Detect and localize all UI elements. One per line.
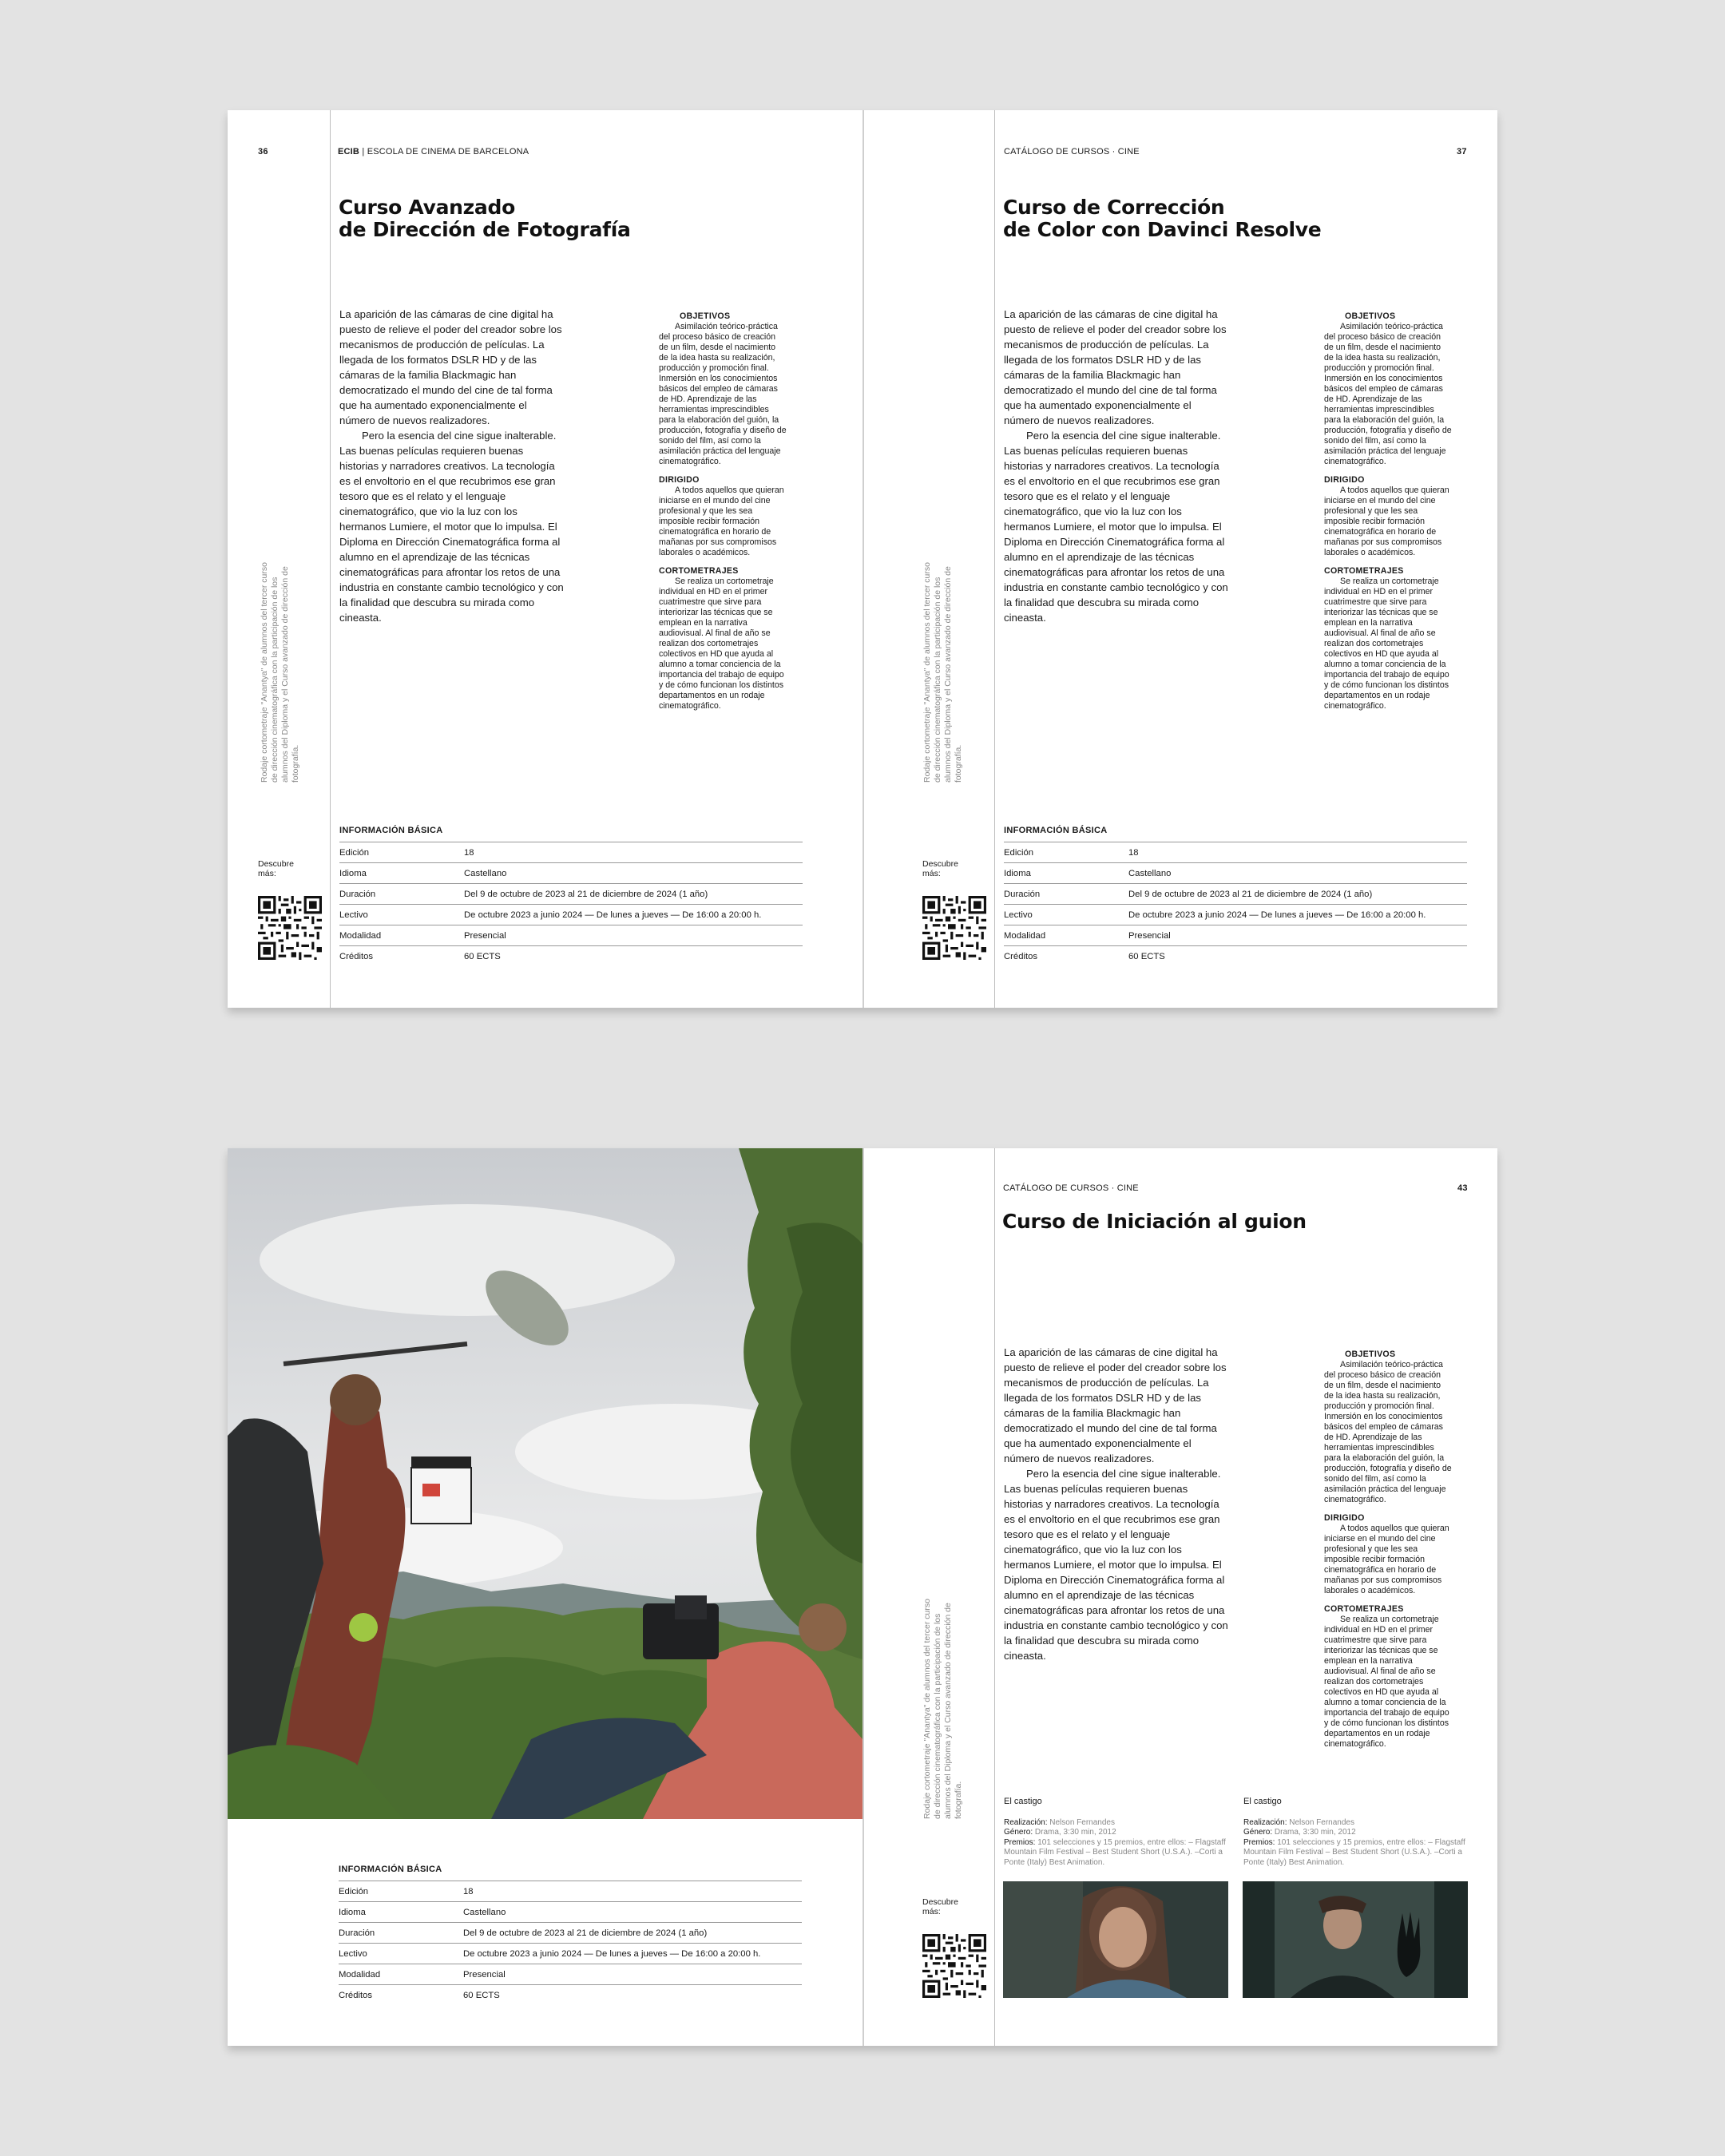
info-key: Modalidad: [339, 1969, 381, 1980]
photo-caption: Rodaje cortometraje "Anantya" de alumnos del tercer curso de dirección cinematográfica con la participación de los alumnos del Diploma y el Curso avanzado de dirección de fotografía.: [922, 1599, 963, 1819]
info-table: [339, 1881, 802, 2006]
info-row: [339, 905, 803, 925]
dirigido-text: A todos aquellos que quieran iniciarse en el mundo del cine profesional y que les sea imposible recibir formación cinematográfica en horario de mañanas por sus compromisos laborales o académicos.: [659, 485, 784, 557]
dirigido-heading: DIRIGIDO: [659, 475, 700, 485]
film-genre: [1243, 1828, 1469, 1838]
title-line-2: de Color con Davinci Resolve: [1003, 218, 1322, 241]
objetivos-text: Asimilación teórico-práctica del proceso básico de creación de un film, desde el nacimiento de la idea hasta su realización, producción y promoción final. Inmersión en los conocimientos básicos del empleo de cámaras de HD. Aprendizaje de las herramientas imprescindibles para la elaboración del guión, la producción, fotografía y diseño de sonido del film, así como la asimilación práctica del lenguaje cinematográfico.: [1324, 1360, 1452, 1504]
film-director-value: Nelson Fernandes: [1049, 1817, 1115, 1827]
info-value: 18: [1128, 847, 1139, 858]
info-value: Presencial: [1128, 930, 1171, 941]
title-line-1: Curso de Corrección: [1003, 196, 1225, 219]
body-paragraph-1: La aparición de las cámaras de cine digital ha puesto de relieve el poder del creador sobre los mecanismos de producción de películas. La llegada de los formatos DSLR HD y de las cámaras de la familia Blackmagic han democratizado el mundo del cine de tal forma que ha aumentado exponencialmente el número de nuevos realizadores.: [1004, 1346, 1227, 1464]
page-37: [862, 110, 1497, 1008]
cortometrajes-heading: CORTOMETRAJES: [1324, 1604, 1404, 1614]
spine: [862, 110, 864, 1008]
info-value: Del 9 de octubre de 2023 al 21 de diciembre de 2024 (1 año): [463, 1928, 708, 1938]
info-row: [339, 842, 803, 863]
body-paragraph-2: Pero la esencia del cine sigue inalterable. Las buenas películas requieren buenas historias y narradores creativos. La tecnología es el envoltorio en el que recubrimos ese gran tesoro que es el relato y el lenguaje cinematográfico, que vio la luz con los hermanos Lumiere, el motor que lo impulsa. El Diploma en Dirección Cinematográfica forma al alumno en el aprendizaje de las técnicas cinematográficas para afrontar los retos de una industria en constante cambio tecnológico y con la finalidad que descubra su mirada como cineasta.: [1004, 1468, 1228, 1662]
photo-caption: Rodaje cortometraje "Anantya" de alumnos del tercer curso de dirección cinematográfica con la participación de los alumnos del Diploma y el Curso avanzado de dirección de fotografía.: [922, 562, 963, 783]
info-key: Lectivo: [1004, 910, 1033, 920]
header-separator: |: [362, 147, 365, 157]
film-set-photo: [228, 1148, 862, 1819]
info-row: [1004, 925, 1467, 946]
objetivos-heading: OBJETIVOS: [1345, 1349, 1396, 1359]
info-key: Créditos: [339, 952, 374, 961]
dirigido-text: A todos aquellos que quieran iniciarse en el mundo del cine profesional y que les sea imposible recibir formación cinematográfica en horario de mañanas por sus compromisos laborales o académicos.: [1324, 1524, 1449, 1595]
course-details: [659, 311, 787, 711]
info-row: [339, 1923, 802, 1944]
film-genre-value: Drama, 3:30 min, 2012: [1034, 1828, 1116, 1837]
descubre-label: Descubre más:: [258, 859, 294, 878]
column-rule: [994, 1148, 995, 2046]
page-title: Curso de Iniciación al guion: [1002, 1210, 1307, 1233]
page-number: 36: [258, 147, 268, 157]
page-photo: [228, 1148, 862, 2046]
info-key: Créditos: [339, 1991, 373, 2000]
qr-code-icon[interactable]: [922, 896, 986, 960]
info-row: [339, 1902, 802, 1923]
film-genre: [1004, 1828, 1229, 1838]
info-value: De octubre 2023 a junio 2024 — De lunes a jueves — De 16:00 a 20:00 h.: [463, 1948, 761, 1959]
page-43: [862, 1148, 1497, 2046]
info-key: Duración: [1004, 889, 1041, 899]
info-key: Lectivo: [339, 910, 368, 920]
info-value: Presencial: [464, 930, 506, 941]
column-rule: [994, 110, 995, 1008]
info-key: Idioma: [1004, 868, 1031, 878]
info-row: [1004, 946, 1467, 967]
info-key: Modalidad: [339, 930, 382, 941]
spine: [862, 1148, 864, 2046]
info-row: [1004, 884, 1467, 905]
info-key: Duración: [339, 1928, 375, 1938]
dirigido-text: A todos aquellos que quieran iniciarse en el mundo del cine profesional y que les sea imposible recibir formación cinematográfica en horario de mañanas por sus compromisos laborales o académicos.: [1324, 485, 1449, 557]
info-heading: INFORMACIÓN BÁSICA: [1004, 826, 1108, 835]
film-director: [1004, 1818, 1229, 1829]
film-still-man: [1243, 1881, 1468, 1998]
info-key: Créditos: [1004, 952, 1038, 961]
film-entry: [1243, 1797, 1469, 1868]
info-heading: INFORMACIÓN BÁSICA: [339, 826, 443, 835]
body-text: [1004, 307, 1229, 625]
info-row: [339, 1881, 802, 1902]
info-value: Castellano: [464, 868, 507, 878]
info-value: 60 ECTS: [1128, 952, 1165, 961]
info-key: Edición: [339, 1886, 369, 1896]
info-row: [339, 1964, 802, 1985]
info-row: [339, 925, 803, 946]
course-details: [1324, 1349, 1452, 1750]
course-details: [1324, 311, 1452, 711]
info-heading: INFORMACIÓN BÁSICA: [339, 1865, 442, 1874]
info-row: [1004, 863, 1467, 884]
info-table: [339, 842, 803, 967]
film-title: El castigo: [1004, 1797, 1042, 1806]
header-brand: ECIB: [338, 147, 360, 157]
film-director-value: Nelson Fernandes: [1289, 1817, 1354, 1827]
qr-code-icon[interactable]: [922, 1934, 986, 1998]
cortometrajes-heading: CORTOMETRAJES: [659, 566, 739, 576]
film-awards-label: Premios:: [1004, 1837, 1036, 1847]
film-genre-label: Género:: [1243, 1828, 1273, 1837]
film-awards-value: 101 selecciones y 15 premios, entre ellos: – Flagstaff Mountain Film Festival – Best Student Short (U.S.A.). –Corti a Ponte (Italy) Best Animation.: [1243, 1837, 1465, 1867]
info-row: [339, 1985, 802, 2006]
descubre-label: Descubre más:: [922, 859, 958, 878]
info-key: Modalidad: [1004, 930, 1046, 941]
film-director-label: Realización:: [1243, 1817, 1287, 1827]
info-value: 60 ECTS: [464, 952, 501, 961]
cortometrajes-text: Se realiza un cortometraje individual en HD en el primer cuatrimestre que sirve para interiorizar las técnicas que se emplean en la narrativa audiovisual. Al final de año se realizan dos cortometrajes colectivos en HD que ayuda al alumno a tomar conciencia de la importancia del trabajo de equipo y de cómo funcionan los distintos departamentos en un rodaje cinematográfico.: [1324, 1615, 1449, 1749]
info-key: Edición: [1004, 847, 1034, 858]
page-title: [1003, 196, 1321, 241]
film-awards: [1243, 1838, 1469, 1869]
info-row: [1004, 905, 1467, 925]
objetivos-text: Asimilación teórico-práctica del proceso básico de creación de un film, desde el nacimiento de la idea hasta su realización, producción y promoción final. Inmersión en los conocimientos básicos del empleo de cámaras de HD. Aprendizaje de las herramientas imprescindibles para la elaboración del guión, la producción, fotografía y diseño de sonido del film, así como la asimilación práctica del lenguaje cinematográfico.: [659, 322, 787, 466]
info-row: [339, 946, 803, 967]
info-value: 18: [464, 847, 474, 858]
body-paragraph-1: La aparición de las cámaras de cine digital ha puesto de relieve el poder del creador sobre los mecanismos de producción de películas. La llegada de los formatos DSLR HD y de las cámaras de la familia Blackmagic han democratizado el mundo del cine de tal forma que ha aumentado exponencialmente el número de nuevos realizadores.: [1004, 308, 1227, 426]
film-director-label: Realización:: [1004, 1817, 1048, 1827]
body-text: [1004, 1345, 1229, 1663]
page-title: [339, 196, 631, 241]
title-line-1: Curso Avanzado: [339, 196, 515, 219]
info-value: Presencial: [463, 1969, 506, 1980]
body-text: [339, 307, 565, 625]
objetivos-heading: OBJETIVOS: [1345, 311, 1396, 321]
page-number: 37: [1457, 147, 1467, 157]
film-still-girl: [1003, 1881, 1228, 1998]
cortometrajes-heading: CORTOMETRAJES: [1324, 566, 1404, 576]
body-paragraph-2: Pero la esencia del cine sigue inalterable. Las buenas películas requieren buenas historias y narradores creativos. La tecnología es el envoltorio en el que recubrimos ese gran tesoro que es el relato y el lenguaje cinematográfico, que vio la luz con los hermanos Lumiere, el motor que lo impulsa. El Diploma en Dirección Cinematográfica forma al alumno en el aprendizaje de las técnicas cinematográficas para afrontar los retos de una industria en constante cambio tecnológico y con la finalidad que descubra su mirada como cineasta.: [339, 430, 564, 624]
photo-caption: Rodaje cortometraje "Anantya" de alumnos del tercer curso de dirección cinematográfica con la participación de los alumnos del Diploma y el Curso avanzado de dirección de fotografía.: [260, 562, 300, 783]
info-key: Idioma: [339, 1907, 366, 1917]
film-awards-label: Premios:: [1243, 1837, 1275, 1847]
info-value: Castellano: [1128, 868, 1172, 878]
running-header: CATÁLOGO DE CURSOS · CINE: [1003, 1183, 1139, 1193]
info-table: [1004, 842, 1467, 967]
info-row: [1004, 842, 1467, 863]
qr-code-icon[interactable]: [258, 896, 322, 960]
film-title: El castigo: [1243, 1797, 1282, 1806]
film-awards: [1004, 1838, 1229, 1869]
info-value: Del 9 de octubre de 2023 al 21 de diciembre de 2024 (1 año): [464, 889, 708, 899]
info-key: Lectivo: [339, 1948, 367, 1959]
objetivos-heading: OBJETIVOS: [680, 311, 731, 321]
objetivos-text: Asimilación teórico-práctica del proceso básico de creación de un film, desde el nacimiento de la idea hasta su realización, producción y promoción final. Inmersión en los conocimientos básicos del empleo de cámaras de HD. Aprendizaje de las herramientas imprescindibles para la elaboración del guión, la producción, fotografía y diseño de sonido del film, así como la asimilación práctica del lenguaje cinematográfico.: [1324, 322, 1452, 466]
info-value: De octubre 2023 a junio 2024 — De lunes a jueves — De 16:00 a 20:00 h.: [1128, 910, 1426, 920]
info-value: 18: [463, 1886, 474, 1896]
cortometrajes-text: Se realiza un cortometraje individual en HD en el primer cuatrimestre que sirve para interiorizar las técnicas que se emplean en la narrativa audiovisual. Al final de año se realizan dos cortometrajes colectivos en HD que ayuda al alumno a tomar conciencia de la importancia del trabajo de equipo y de cómo funcionan los distintos departamentos en un rodaje cinematográfico.: [659, 577, 784, 711]
info-row: [339, 1944, 802, 1964]
info-value: Castellano: [463, 1907, 506, 1917]
film-genre-value: Drama, 3:30 min, 2012: [1274, 1828, 1356, 1837]
info-value: De octubre 2023 a junio 2024 — De lunes a jueves — De 16:00 a 20:00 h.: [464, 910, 762, 920]
film-director: [1243, 1818, 1469, 1829]
running-header: CATÁLOGO DE CURSOS · CINE: [1004, 147, 1140, 157]
info-row: [339, 863, 803, 884]
dirigido-heading: DIRIGIDO: [1324, 1513, 1365, 1523]
info-value: 60 ECTS: [463, 1991, 500, 2000]
title-line-2: de Dirección de Fotografía: [339, 218, 631, 241]
dirigido-heading: DIRIGIDO: [1324, 475, 1365, 485]
film-genre-label: Género:: [1004, 1828, 1033, 1837]
body-paragraph-1: La aparición de las cámaras de cine digital ha puesto de relieve el poder del creador sobre los mecanismos de producción de películas. La llegada de los formatos DSLR HD y de las cámaras de la familia Blackmagic han democratizado el mundo del cine de tal forma que ha aumentado exponencialmente el número de nuevos realizadores.: [339, 308, 562, 426]
body-paragraph-2: Pero la esencia del cine sigue inalterable. Las buenas películas requieren buenas historias y narradores creativos. La tecnología es el envoltorio en el que recubrimos ese gran tesoro que es el relato y el lenguaje cinematográfico, que vio la luz con los hermanos Lumiere, el motor que lo impulsa. El Diploma en Dirección Cinematográfica forma al alumno en el aprendizaje de las técnicas cinematográficas para afrontar los retos de una industria en constante cambio tecnológico y con la finalidad que descubra su mirada como cineasta.: [1004, 430, 1228, 624]
header-school: ESCOLA DE CINEMA DE BARCELONA: [367, 147, 529, 157]
page-number: 43: [1457, 1183, 1468, 1193]
descubre-label: Descubre más:: [922, 1897, 958, 1916]
film-entry: [1004, 1797, 1229, 1868]
info-key: Duración: [339, 889, 376, 899]
running-header: [338, 147, 529, 157]
info-row: [339, 884, 803, 905]
info-value: Del 9 de octubre de 2023 al 21 de diciembre de 2024 (1 año): [1128, 889, 1373, 899]
info-key: Idioma: [339, 868, 367, 878]
cortometrajes-text: Se realiza un cortometraje individual en HD en el primer cuatrimestre que sirve para interiorizar las técnicas que se emplean en la narrativa audiovisual. Al final de año se realizan dos cortometrajes colectivos en HD que ayuda al alumno a tomar conciencia de la importancia del trabajo de equipo y de cómo funcionan los distintos departamentos en un rodaje cinematográfico.: [1324, 577, 1449, 711]
info-key: Edición: [339, 847, 370, 858]
page-36: [228, 110, 862, 1008]
column-rule: [330, 110, 331, 1008]
film-awards-value: 101 selecciones y 15 premios, entre ellos: – Flagstaff Mountain Film Festival – Best Student Short (U.S.A.). –Corti a Ponte (Italy) Best Animation.: [1004, 1837, 1226, 1867]
